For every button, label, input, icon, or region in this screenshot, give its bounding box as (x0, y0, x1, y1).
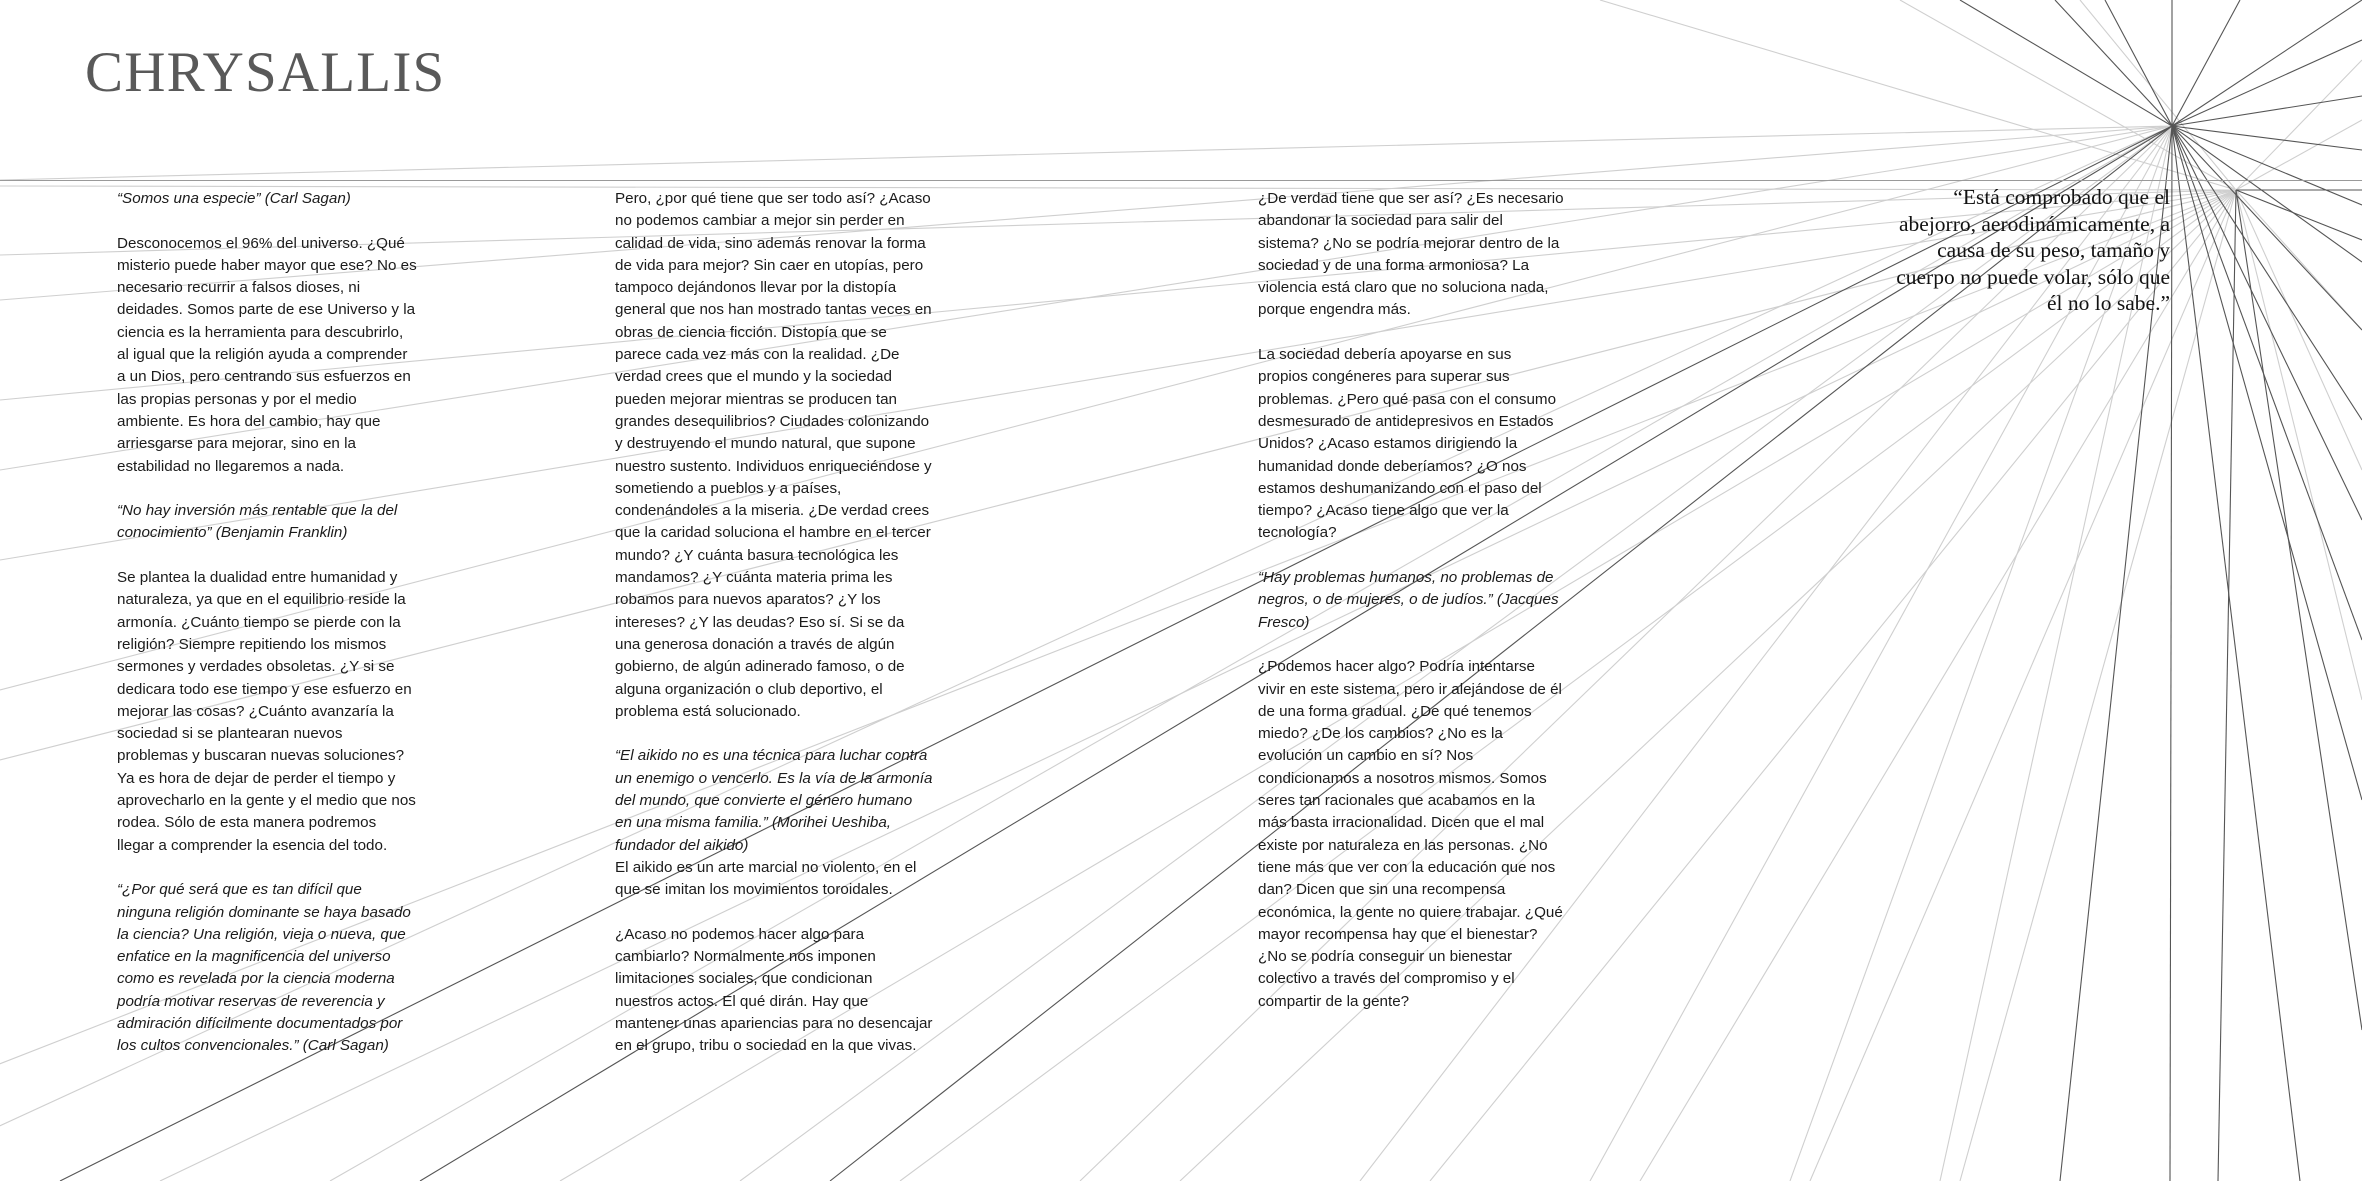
body-paragraph: Pero, ¿por qué tiene que ser todo así? ¿Acaso no podemos cambiar a mejor sin perder en calidad de vida, sino además renovar la forma de vida para mejor? Sin caer en utopías, pero tampoco dejándonos llevar por la distopía general que nos han mostrado tantas veces en obras de ciencia ficción. Distopía que se parece cada vez más con la realidad. ¿De verdad crees que el mundo y la sociedad pueden mejorar mientras se producen tan grandes desequilibrios? Ciudades colonizando y destruyendo el mundo natural, que supone nuestro sustento. Individuos enriqueciéndose y sometiendo a pueblos y a países, condenándoles a la miseria. ¿De verdad crees que la caridad soluciona el hambre en el tercer mundo? ¿Y cuánta basura tecnológica les mandamos? ¿Y cuánta materia prima les robamos para nuevos aparatos? ¿Y los intereses? ¿Y las deudas? Eso sí. Si se da una generosa donación a través de algún gobierno, de algún adinerado famoso, o de alguna organización o club deportivo, el problema está solucionado. (615, 190, 932, 720)
pull-quote: “Está comprobado que el abejorro, aerodinámicamente, a causa de su peso, tamaño y cuerpo no puede volar, sólo que él no lo sabe.” (1896, 185, 2170, 316)
pull-quote-paragraph: “Somos una especie” (Carl Sagan) (117, 190, 351, 207)
body-paragraph: Desconocemos el 96% del universo. ¿Qué misterio puede haber mayor que ese? No es necesario recurrir a falsos dioses, ni deidades. Somos parte de ese Universo y la ciencia es la herramienta para descubrirlo, al igual que la religión ayuda a comprender a un Dios, pero centrando sus esfuerzos en las propias personas y por el medio ambiente. Es hora del cambio, hay que arriesgarse para mejorar, sino en la estabilidad no llegaremos a nada. (117, 234, 417, 475)
pull-quote-paragraph: “Hay problemas humanos, no problemas de negros, o de mujeres, o de judíos.” (Jacques Fresco) (1258, 569, 1559, 631)
text-column-1 (117, 188, 417, 1080)
publication-wordmark: CHRYSALLIS (85, 41, 446, 104)
pull-quote-paragraph: “El aikido no es una técnica para luchar contra un enemigo o vencerlo. Es la vía de la armonía del mundo, que convierte el género humano en una misma familia.” (Morihei Ueshiba, fundador del aikido) (615, 747, 933, 854)
body-paragraph: Se plantea la dualidad entre humanidad y naturaleza, ya que en el equilibrio reside la armonía. ¿Cuánto tiempo se pierde con la religión? Siempre repitiendo los mismos sermones y verdades obsoletas. ¿Y si se dedicara todo ese tiempo y ese esfuerzo en mejorar las cosas? ¿Cuánto avanzaría la sociedad si se plantearan nuevos problemas y buscaran nuevas soluciones? Ya es hora de dejar de perder el tiempo y aprovecharlo en la gente y el medio que nos rodea. Sólo de esta manera podremos llegar a comprender la esencia del todo. (117, 569, 416, 854)
header-divider-rule (0, 180, 2362, 181)
body-paragraph: La sociedad debería apoyarse en sus propios congéneres para superar sus problemas. ¿Pero qué pasa con el consumo desmesurado de antidepresivos en Estados Unidos? ¿Acaso estamos dirigiendo la humanidad donde deberíamos? ¿O nos estamos deshumanizando con el paso del tiempo? ¿Acaso tiene algo que ver la tecnología? (1258, 346, 1557, 542)
body-paragraph: El aikido es un arte marcial no violento, en el que se imitan los movimientos toroidales. (615, 858, 917, 899)
body-paragraph: ¿Acaso no podemos hacer algo para cambiarlo? Normalmente nos imponen limitaciones sociales, que condicionan nuestros actos. El qué dirán. Hay que mantener unas apariencias para no desencajar en el grupo, tribu o sociedad en la que vivas. (615, 925, 933, 1055)
pull-quote-paragraph: “¿Por qué será que es tan difícil que ninguna religión dominante se haya basado la ciencia? Una religión, vieja o nueva, que enfatice en la magnificencia del universo como es revelada por la ciencia moderna podría motivar reservas de reverencia y admiración difícilmente documentados por los cultos convencionales.” (Carl Sagan) (117, 881, 411, 1055)
body-paragraph: ¿Podemos hacer algo? Podría intentarse vivir en este sistema, pero ir alejándose de él de una forma gradual. ¿De qué tenemos miedo? ¿De los cambios? ¿No es la evolución un cambio en sí? Nos condicionamos a nosotros mismos. Somos seres tan racionales que acabamos en la más basta irracionalidad. Dicen que el mal existe por naturaleza en las personas. ¿No tiene más que ver con la educación que nos dan? Dicen que sin una recompensa económica, la gente no quiere trabajar. ¿Qué mayor recompensa hay que el bienestar? ¿No se podría conseguir un bienestar colectivo a través del compromiso y el compartir de la gente? (1258, 658, 1563, 1010)
text-column-2 (615, 188, 933, 1080)
masthead (85, 41, 446, 104)
text-column-3 (1258, 188, 1565, 1035)
pull-quote-paragraph: “No hay inversión más rentable que la del conocimiento” (Benjamin Franklin) (117, 502, 398, 542)
body-paragraph: ¿De verdad tiene que ser así? ¿Es necesario abandonar la sociedad para salir del sistema? ¿No se podría mejorar dentro de la sociedad y de una forma armoniosa? La violencia está claro que no soluciona nada, porque engendra más. (1258, 190, 1564, 319)
